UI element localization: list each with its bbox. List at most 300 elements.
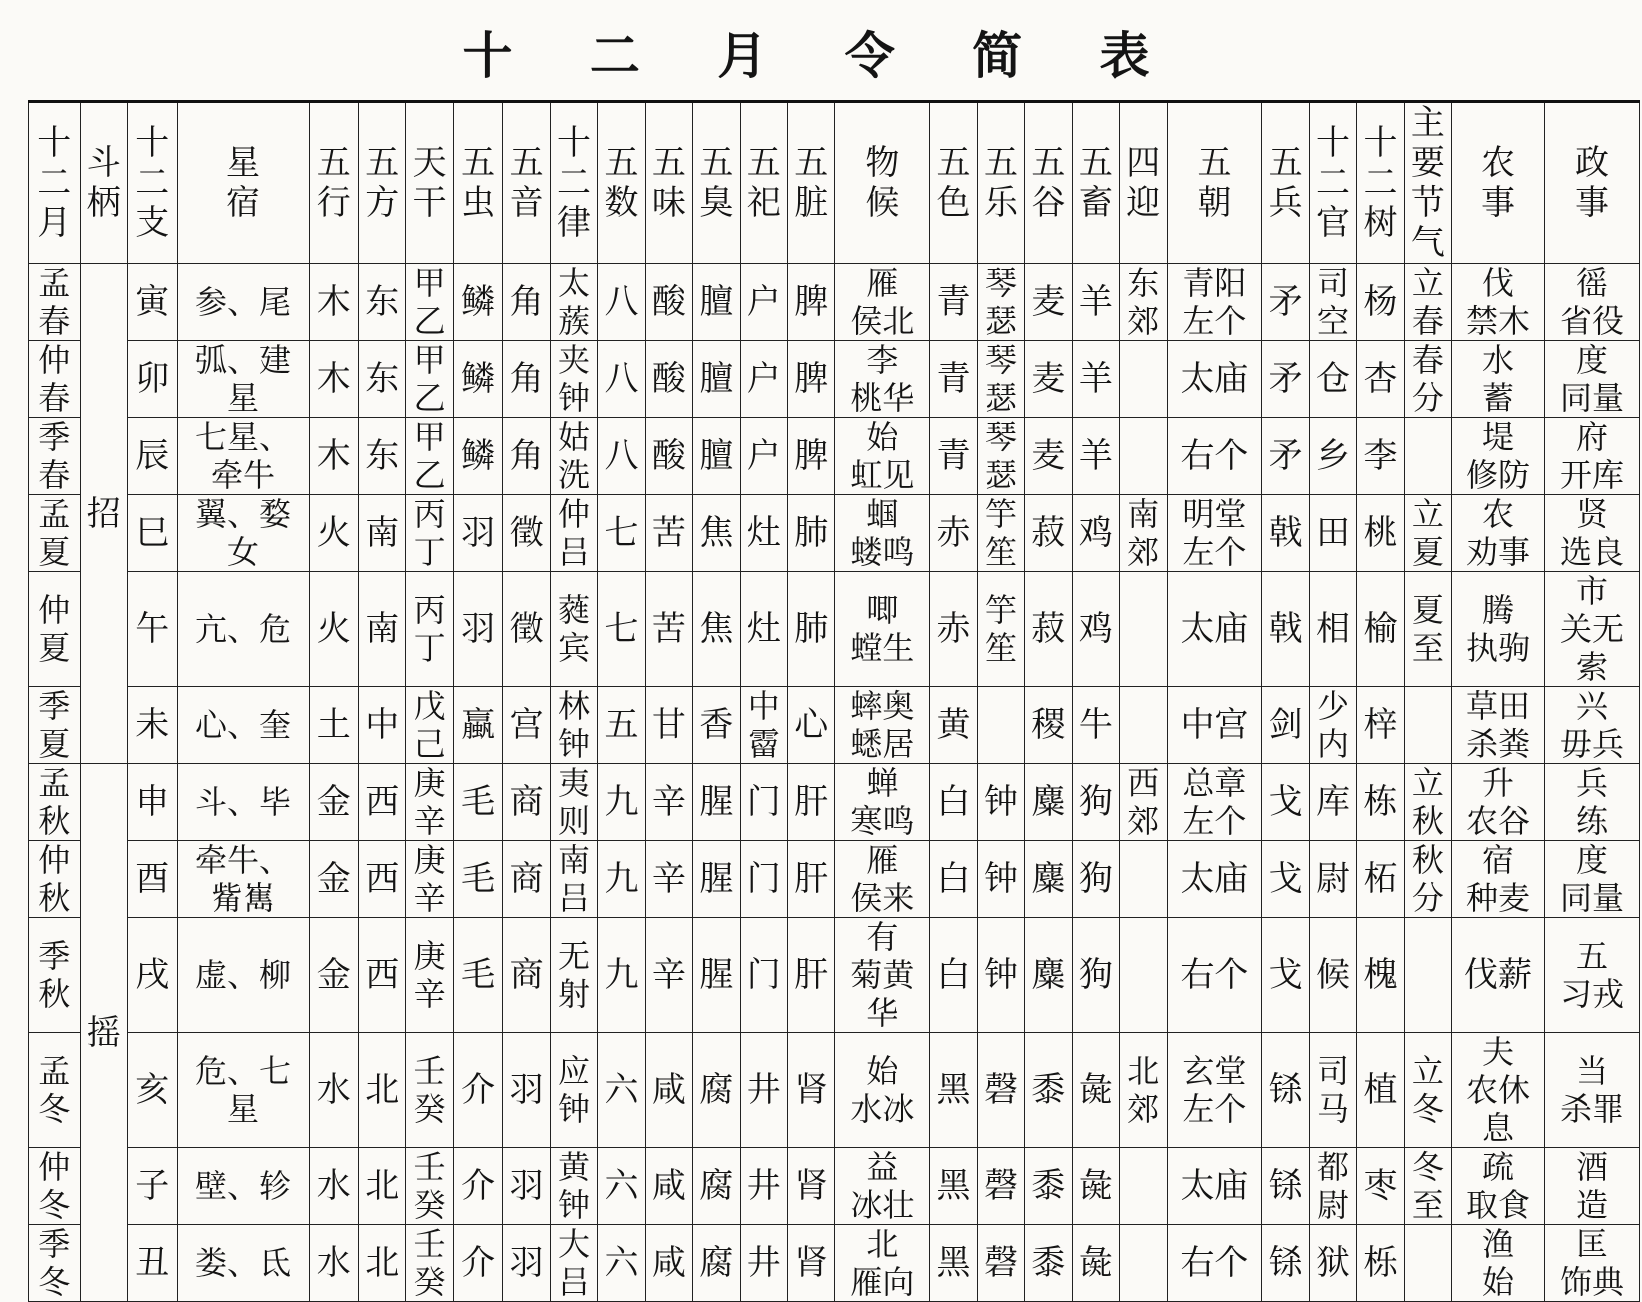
table-cell: 铩 <box>1262 1148 1309 1225</box>
table-cell: 东 <box>359 341 406 418</box>
table-cell: 大 吕 <box>550 1225 597 1302</box>
table-cell: 腾 执驹 <box>1452 572 1545 687</box>
table-cell: 东 <box>359 264 406 341</box>
table-cell: 立 夏 <box>1404 495 1451 572</box>
table-cell: 酸 <box>645 264 692 341</box>
table-cell: 冬 至 <box>1404 1148 1451 1225</box>
table-cell: 肝 <box>788 764 835 841</box>
table-cell: 商 <box>503 764 550 841</box>
table-cell: 七 <box>598 572 645 687</box>
table-cell: 木 <box>309 341 359 418</box>
table-cell: 麋 <box>1025 764 1072 841</box>
table-cell: 北 郊 <box>1120 1033 1167 1148</box>
table-cell: 壬 癸 <box>406 1033 453 1148</box>
table-cell: 酒 造 <box>1544 1148 1639 1225</box>
table-cell: 伐薪 <box>1452 918 1545 1033</box>
table-cell: 姑 洗 <box>550 418 597 495</box>
column-header: 五 兵 <box>1262 102 1309 264</box>
table-cell: 杏 <box>1357 341 1404 418</box>
table-cell <box>1120 572 1167 687</box>
table-cell: 雁 侯北 <box>835 264 930 341</box>
table-cell: 孟 春 <box>29 264 81 341</box>
table-cell: 焦 <box>693 495 740 572</box>
table-cell: 腥 <box>693 918 740 1033</box>
table-cell: 金 <box>309 841 359 918</box>
table-cell: 黍 <box>1025 1225 1072 1302</box>
table-cell: 西 郊 <box>1120 764 1167 841</box>
table-cell: 北 <box>359 1225 406 1302</box>
table-cell: 西 <box>359 918 406 1033</box>
table-cell: 七 <box>598 495 645 572</box>
table-cell: 脾 <box>788 264 835 341</box>
table-cell: 立 秋 <box>1404 764 1451 841</box>
table-cell: 八 <box>598 418 645 495</box>
table-cell <box>977 687 1024 764</box>
table-row <box>29 687 1640 764</box>
table-cell: 南 吕 <box>550 841 597 918</box>
table-cell: 火 <box>309 572 359 687</box>
column-header: 十 二 树 <box>1357 102 1404 264</box>
table-cell: 子 <box>128 1148 178 1225</box>
table-cell: 毛 <box>453 764 503 841</box>
table-cell: 戈 <box>1262 764 1309 841</box>
table-cell: 膻 <box>693 264 740 341</box>
table-row <box>29 418 1640 495</box>
table-cell: 介 <box>453 1033 503 1148</box>
table-cell: 钟 <box>977 918 1024 1033</box>
table-cell: 壬 癸 <box>406 1148 453 1225</box>
table-cell <box>1404 918 1451 1033</box>
table-cell: 鸡 <box>1072 495 1119 572</box>
table-cell: 孟 冬 <box>29 1033 81 1148</box>
table-cell: 酸 <box>645 418 692 495</box>
table-cell: 户 <box>740 418 787 495</box>
table-cell: 夷 则 <box>550 764 597 841</box>
table-row <box>29 764 1640 841</box>
table-cell: 鳞 <box>453 264 503 341</box>
header-row <box>29 102 1640 264</box>
table-cell: 磬 <box>977 1148 1024 1225</box>
table-row <box>29 918 1640 1033</box>
table-cell: 匡 饰典 <box>1544 1225 1639 1302</box>
table-cell: 灶 <box>740 495 787 572</box>
table-cell: 肾 <box>788 1225 835 1302</box>
table-cell: 井 <box>740 1225 787 1302</box>
table-cell: 午 <box>128 572 178 687</box>
table-cell: 黑 <box>930 1148 977 1225</box>
table-cell: 右个 <box>1167 918 1262 1033</box>
table-cell: 黍 <box>1025 1033 1072 1148</box>
table-cell: 中 <box>359 687 406 764</box>
table-cell: 井 <box>740 1033 787 1148</box>
table-cell: 青阳 左个 <box>1167 264 1262 341</box>
table-cell: 应 钟 <box>550 1033 597 1148</box>
table-cell: 东 郊 <box>1120 264 1167 341</box>
table-cell: 亢、危 <box>177 572 309 687</box>
table-cell: 五 <box>598 687 645 764</box>
table-cell: 麦 <box>1025 341 1072 418</box>
table-cell: 宫 <box>503 687 550 764</box>
table-cell: 田 <box>1309 495 1356 572</box>
table-cell: 琴 瑟 <box>977 264 1024 341</box>
table-cell: 蠃 <box>453 687 503 764</box>
table-cell: 心、奎 <box>177 687 309 764</box>
table-cell: 孟 夏 <box>29 495 81 572</box>
table-cell: 肺 <box>788 495 835 572</box>
table-cell: 水 <box>309 1148 359 1225</box>
table-cell: 脾 <box>788 341 835 418</box>
table-cell: 斗、毕 <box>177 764 309 841</box>
table-cell: 肾 <box>788 1033 835 1148</box>
table-cell: 徭 省役 <box>1544 264 1639 341</box>
table-cell: 农 劝事 <box>1452 495 1545 572</box>
table-cell: 赤 <box>930 495 977 572</box>
table-cell: 右个 <box>1167 418 1262 495</box>
table-cell: 井 <box>740 1148 787 1225</box>
table-row <box>29 572 1640 687</box>
table-cell: 李 桃华 <box>835 341 930 418</box>
table-cell: 酉 <box>128 841 178 918</box>
table-cell: 仲 春 <box>29 341 81 418</box>
table-cell: 稷 <box>1025 687 1072 764</box>
column-header: 五 味 <box>645 102 692 264</box>
table-cell: 毛 <box>453 841 503 918</box>
table-cell: 钟 <box>977 764 1024 841</box>
table-cell: 兵 练 <box>1544 764 1639 841</box>
table-cell: 亥 <box>128 1033 178 1148</box>
table-cell: 丙 丁 <box>406 572 453 687</box>
table-cell: 鳞 <box>453 341 503 418</box>
table-cell: 仲 冬 <box>29 1148 81 1225</box>
table-cell: 九 <box>598 918 645 1033</box>
table-cell: 玄堂 左个 <box>1167 1033 1262 1148</box>
table-cell: 白 <box>930 764 977 841</box>
table-cell: 丑 <box>128 1225 178 1302</box>
table-cell: 商 <box>503 841 550 918</box>
table-cell: 脾 <box>788 418 835 495</box>
table-cell: 黑 <box>930 1225 977 1302</box>
column-header: 五 虫 <box>453 102 503 264</box>
table-cell: 矛 <box>1262 341 1309 418</box>
table-cell: 琴 瑟 <box>977 418 1024 495</box>
table-cell: 西 <box>359 764 406 841</box>
table-cell: 辰 <box>128 418 178 495</box>
table-cell: 门 <box>740 918 787 1033</box>
table-cell: 仲 吕 <box>550 495 597 572</box>
table-cell: 秋 分 <box>1404 841 1451 918</box>
column-header: 五 方 <box>359 102 406 264</box>
table-cell: 辛 <box>645 764 692 841</box>
table-cell: 贤 选良 <box>1544 495 1639 572</box>
table-cell: 牛 <box>1072 687 1119 764</box>
table-cell: 六 <box>598 1033 645 1148</box>
table-cell: 竽 笙 <box>977 572 1024 687</box>
table-cell: 北 雁向 <box>835 1225 930 1302</box>
table-cell: 太 蔟 <box>550 264 597 341</box>
table-cell <box>1120 918 1167 1033</box>
table-cell: 香 <box>693 687 740 764</box>
column-header: 四 迎 <box>1120 102 1167 264</box>
table-cell <box>1120 341 1167 418</box>
table-cell: 咸 <box>645 1033 692 1148</box>
table-cell: 季 春 <box>29 418 81 495</box>
table-cell: 伐 禁木 <box>1452 264 1545 341</box>
table-cell: 未 <box>128 687 178 764</box>
column-header: 十 二 律 <box>550 102 597 264</box>
table-cell: 灶 <box>740 572 787 687</box>
table-cell: 兴 毋兵 <box>1544 687 1639 764</box>
table-cell: 戈 <box>1262 841 1309 918</box>
table-cell: 金 <box>309 764 359 841</box>
table-cell: 黄 钟 <box>550 1148 597 1225</box>
column-header: 政 事 <box>1544 102 1639 264</box>
table-cell: 太庙 <box>1167 1148 1262 1225</box>
table-cell <box>1404 1225 1451 1302</box>
table-cell: 庚 辛 <box>406 918 453 1033</box>
table-cell: 徵 <box>503 495 550 572</box>
table-cell: 李 <box>1357 418 1404 495</box>
column-header: 斗 柄 <box>80 102 127 264</box>
table-cell: 羊 <box>1072 264 1119 341</box>
table-row <box>29 1148 1640 1225</box>
table-cell: 蕤 宾 <box>550 572 597 687</box>
table-cell: 麋 <box>1025 918 1072 1033</box>
table-cell: 羽 <box>503 1225 550 1302</box>
table-cell: 右个 <box>1167 1225 1262 1302</box>
table-cell: 壬 癸 <box>406 1225 453 1302</box>
table-cell: 辛 <box>645 841 692 918</box>
table-cell: 蝉 寒鸣 <box>835 764 930 841</box>
dou-bing-cell: 摇 <box>80 764 127 1302</box>
table-cell: 水 蓄 <box>1452 341 1545 418</box>
table-cell: 五 习戎 <box>1544 918 1639 1033</box>
table-cell <box>1404 418 1451 495</box>
table-cell: 危、七 星 <box>177 1033 309 1148</box>
table-cell: 九 <box>598 764 645 841</box>
table-cell: 司 空 <box>1309 264 1356 341</box>
table-cell: 草田 杀粪 <box>1452 687 1545 764</box>
table-cell: 都 尉 <box>1309 1148 1356 1225</box>
table-row <box>29 1225 1640 1302</box>
table-row <box>29 341 1640 418</box>
table-cell: 北 <box>359 1148 406 1225</box>
column-header: 天 干 <box>406 102 453 264</box>
table-cell: 春 分 <box>1404 341 1451 418</box>
table-cell: 剑 <box>1262 687 1309 764</box>
table-cell: 心 <box>788 687 835 764</box>
table-cell: 总章 左个 <box>1167 764 1262 841</box>
table-cell: 疏 取食 <box>1452 1148 1545 1225</box>
table-cell: 南 <box>359 495 406 572</box>
table-cell: 肝 <box>788 918 835 1033</box>
table-cell: 黄 <box>930 687 977 764</box>
table-cell: 孟 秋 <box>29 764 81 841</box>
table-cell: 六 <box>598 1225 645 1302</box>
table-cell: 南 郊 <box>1120 495 1167 572</box>
table-cell: 升 农谷 <box>1452 764 1545 841</box>
table-cell: 腐 <box>693 1225 740 1302</box>
table-cell: 腥 <box>693 764 740 841</box>
table-cell: 丙 丁 <box>406 495 453 572</box>
table-cell: 戟 <box>1262 572 1309 687</box>
table-cell: 彘 <box>1072 1033 1119 1148</box>
table-cell: 白 <box>930 841 977 918</box>
table-cell: 唧 螳生 <box>835 572 930 687</box>
table-cell: 益 冰壮 <box>835 1148 930 1225</box>
column-header: 农 事 <box>1452 102 1545 264</box>
table-cell: 菽 <box>1025 495 1072 572</box>
table-cell: 狱 <box>1309 1225 1356 1302</box>
table-cell: 琴 瑟 <box>977 341 1024 418</box>
table-cell: 仲 夏 <box>29 572 81 687</box>
table-cell: 枣 <box>1357 1148 1404 1225</box>
table-cell: 钟 <box>977 841 1024 918</box>
table-cell: 乡 <box>1309 418 1356 495</box>
table-cell: 麋 <box>1025 841 1072 918</box>
table-cell: 槐 <box>1357 918 1404 1033</box>
table-cell: 府 开库 <box>1544 418 1639 495</box>
table-cell: 门 <box>740 841 787 918</box>
table-cell: 甲 乙 <box>406 341 453 418</box>
column-header: 五 数 <box>598 102 645 264</box>
table-cell: 市 关无索 <box>1544 572 1639 687</box>
table-cell: 少 内 <box>1309 687 1356 764</box>
table-row <box>29 841 1640 918</box>
table-cell: 尉 <box>1309 841 1356 918</box>
table-cell: 七星、 牵牛 <box>177 418 309 495</box>
table-cell: 青 <box>930 264 977 341</box>
table-cell: 仲 秋 <box>29 841 81 918</box>
table-row <box>29 264 1640 341</box>
table-cell: 相 <box>1309 572 1356 687</box>
table-cell: 户 <box>740 341 787 418</box>
table-cell: 雁 侯来 <box>835 841 930 918</box>
table-cell: 弧、建 星 <box>177 341 309 418</box>
table-cell: 角 <box>503 264 550 341</box>
table-cell: 壁、轸 <box>177 1148 309 1225</box>
column-header: 星 宿 <box>177 102 309 264</box>
column-header: 五 脏 <box>788 102 835 264</box>
calendar-table <box>28 100 1640 1302</box>
table-cell: 夫 农休息 <box>1452 1033 1545 1148</box>
table-cell: 植 <box>1357 1033 1404 1148</box>
table-cell: 当 杀罪 <box>1544 1033 1639 1148</box>
table-cell: 咸 <box>645 1148 692 1225</box>
table-cell: 毛 <box>453 918 503 1033</box>
table-cell: 羊 <box>1072 418 1119 495</box>
table-cell: 栋 <box>1357 764 1404 841</box>
table-cell: 季 秋 <box>29 918 81 1033</box>
table-cell: 羽 <box>453 495 503 572</box>
table-cell <box>1120 841 1167 918</box>
table-cell: 铩 <box>1262 1033 1309 1148</box>
table-cell: 戌 <box>128 918 178 1033</box>
column-header: 十 二 月 <box>29 102 81 264</box>
table-cell: 羽 <box>453 572 503 687</box>
table-cell: 度 同量 <box>1544 841 1639 918</box>
table-cell: 彘 <box>1072 1148 1119 1225</box>
table-cell: 竽 笙 <box>977 495 1024 572</box>
table-cell: 牵牛、 觜嶲 <box>177 841 309 918</box>
table-cell: 虚、柳 <box>177 918 309 1033</box>
table-cell: 东 <box>359 418 406 495</box>
table-cell: 腐 <box>693 1148 740 1225</box>
table-cell: 磬 <box>977 1033 1024 1148</box>
table-cell: 始 水冰 <box>835 1033 930 1148</box>
table-cell: 西 <box>359 841 406 918</box>
column-header: 十 二 支 <box>128 102 178 264</box>
table-cell: 申 <box>128 764 178 841</box>
table-cell: 南 <box>359 572 406 687</box>
table-cell: 八 <box>598 264 645 341</box>
table-cell: 有 菊黄华 <box>835 918 930 1033</box>
table-cell <box>1120 1225 1167 1302</box>
table-cell: 介 <box>453 1148 503 1225</box>
table-cell: 立 春 <box>1404 264 1451 341</box>
table-cell: 林 钟 <box>550 687 597 764</box>
table-row <box>29 1033 1640 1148</box>
table-cell: 卯 <box>128 341 178 418</box>
table-cell: 北 <box>359 1033 406 1148</box>
table-cell: 渔 始 <box>1452 1225 1545 1302</box>
table-cell <box>1120 687 1167 764</box>
column-header: 五 畜 <box>1072 102 1119 264</box>
table-cell: 白 <box>930 918 977 1033</box>
table-cell: 水 <box>309 1033 359 1148</box>
column-header: 十 二 官 <box>1309 102 1356 264</box>
column-header: 五 祀 <box>740 102 787 264</box>
table-cell: 门 <box>740 764 787 841</box>
table-cell: 六 <box>598 1148 645 1225</box>
table-cell: 寅 <box>128 264 178 341</box>
table-cell: 榆 <box>1357 572 1404 687</box>
table-cell: 桃 <box>1357 495 1404 572</box>
table-cell: 堤 修防 <box>1452 418 1545 495</box>
table-cell: 苦 <box>645 572 692 687</box>
table-cell: 甘 <box>645 687 692 764</box>
table-cell: 狗 <box>1072 918 1119 1033</box>
table-cell: 角 <box>503 341 550 418</box>
table-cell: 柘 <box>1357 841 1404 918</box>
table-cell: 金 <box>309 918 359 1033</box>
table-cell: 庚 辛 <box>406 841 453 918</box>
column-header: 五 乐 <box>977 102 1024 264</box>
table-cell: 太庙 <box>1167 572 1262 687</box>
table-cell: 膻 <box>693 341 740 418</box>
table-cell: 庚 辛 <box>406 764 453 841</box>
table-cell: 赤 <box>930 572 977 687</box>
table-cell: 巳 <box>128 495 178 572</box>
table-row <box>29 495 1640 572</box>
table-cell: 青 <box>930 418 977 495</box>
column-header: 五 音 <box>503 102 550 264</box>
table-cell: 度 同量 <box>1544 341 1639 418</box>
column-header: 五 朝 <box>1167 102 1262 264</box>
table-cell: 仓 <box>1309 341 1356 418</box>
table-cell: 宿 种麦 <box>1452 841 1545 918</box>
table-cell: 参、尾 <box>177 264 309 341</box>
table-cell: 季 夏 <box>29 687 81 764</box>
column-header: 主 要 节 气 <box>1404 102 1451 264</box>
table-cell: 木 <box>309 418 359 495</box>
table-cell: 娄、氐 <box>177 1225 309 1302</box>
table-cell: 鳞 <box>453 418 503 495</box>
table-cell: 候 <box>1309 918 1356 1033</box>
table-cell: 太庙 <box>1167 341 1262 418</box>
table-cell: 无 射 <box>550 918 597 1033</box>
table-cell: 徵 <box>503 572 550 687</box>
table-cell: 明堂 左个 <box>1167 495 1262 572</box>
